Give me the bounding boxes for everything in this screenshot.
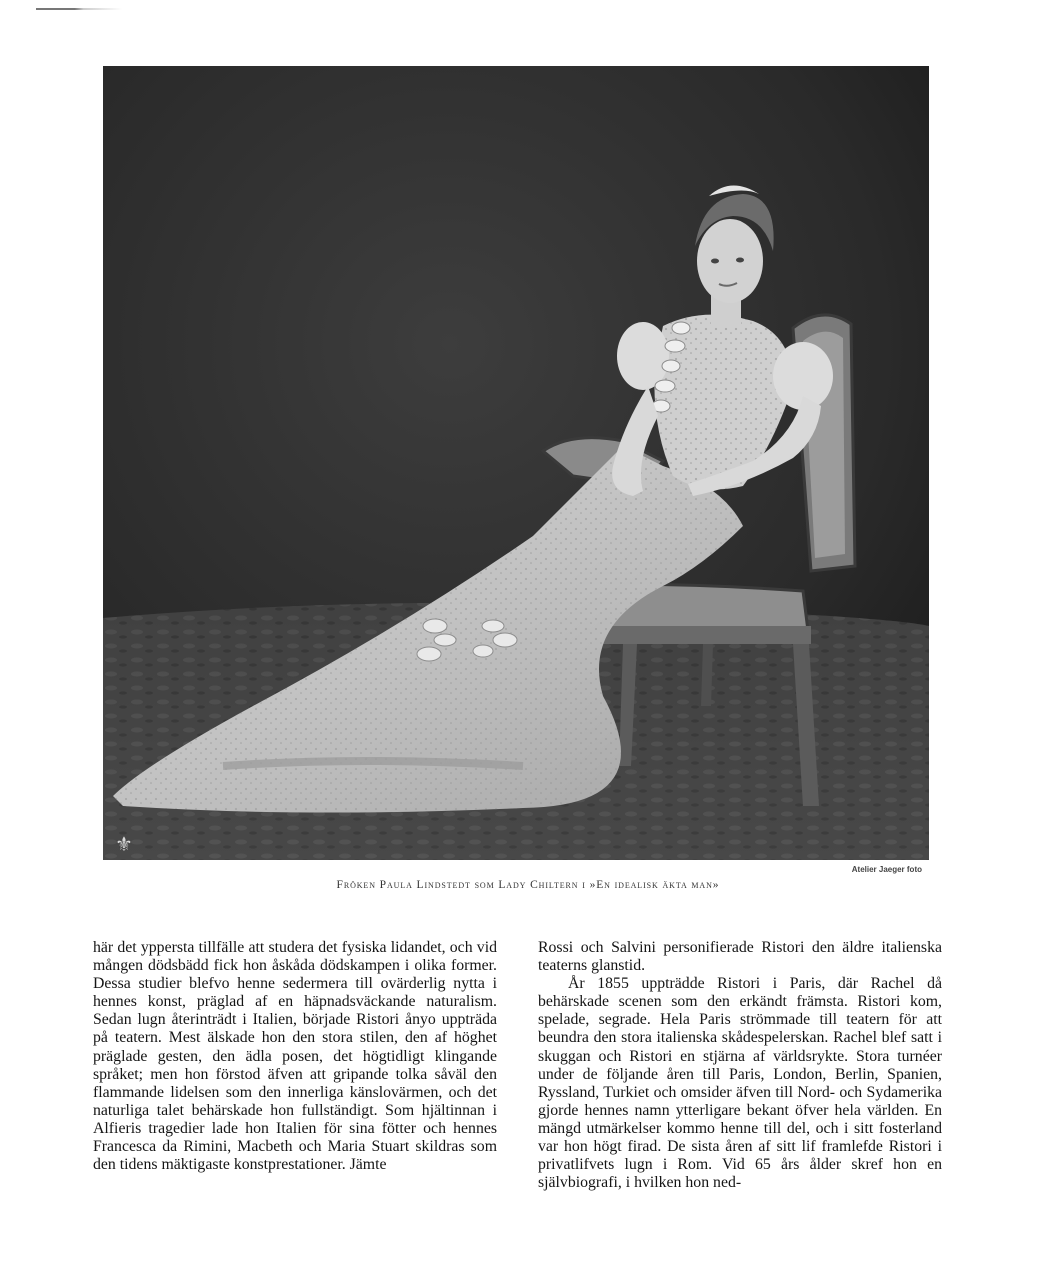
article-column-right	[538, 939, 942, 1192]
article-paragraph: här det yppersta tillfälle att studera det fysiska lidandet, och vid mången dödsbädd fick hon åskåda dödskampen i olika former. Dessa studier blefvo henne sedermera till ovärderlig nytta i hennes konst, präglad af en häpnadsväckande naturalism. Sedan lugn återinträdt i Italien, började Ristori ånyo uppträda på teatern. Mest älskade hon den stora stilen, den af höghet präglade gesten, den ädla posen, det högtidligt klingande språket; men hon förstod äfven att gripande tolka såväl den flammande lidelsen som den innerliga känslovärmen, och det naturliga talet behärskade hon fullständigt. Som hjältinnan i Alfieris tragedier lade hon Italien för sina fötter och hennes Francesca da Rimini, Macbeth och Maria Stuart skildras som den tidens mäktigaste konstprestationer. Jämte	[93, 939, 497, 1174]
portrait-illustration	[103, 66, 929, 860]
article-paragraph: År 1855 uppträdde Ristori i Paris, där Rachel då behärskade scenen som den erkändt främsta. Ristori kom, spelade, segrade. Hela Paris strömmade till teatern för att beundra den stora italienska skådespelerskan. Rachel blef satt i skuggan och Ristori en stjärna af världsrykte. Stora turnéer under de följande åren till Paris, London, Berlin, Spanien, Ryssland, Turkiet och omsider äfven till Nord- och Sydamerika gjorde hennes namn ytterligare bekant öfver hela världen. En mängd utmärkelser kommo henne till del, och i sitt fosterland var hon högt firad. De sista åren af sitt lif framlefde Ristori i privatlifvets lugn i Rom. Vid 65 års ålder skref hon en självbiografi, i hvilken hon ned-	[538, 975, 942, 1192]
article-paragraph: Rossi och Salvini personifierade Ristori den äldre italienska teaterns glanstid.	[538, 939, 942, 975]
corner-printer-mark	[36, 8, 122, 10]
photo-caption: Fröken Paula Lindstedt som Lady Chiltern i »En idealisk äkta man»	[336, 879, 720, 891]
photo-credit: Atelier Jaeger foto	[851, 865, 922, 874]
portrait-photograph	[103, 66, 929, 860]
svg-text:⚜: ⚜	[115, 832, 133, 856]
article-column-left	[93, 939, 497, 1174]
